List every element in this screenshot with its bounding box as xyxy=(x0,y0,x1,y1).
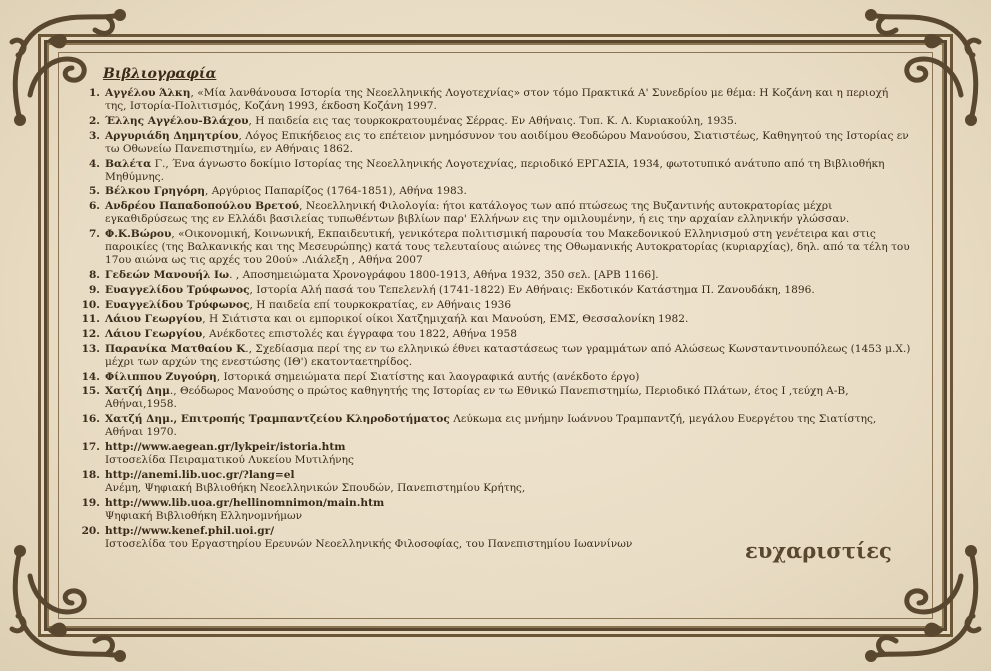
bibliography-item xyxy=(80,269,912,282)
item-reference-text: ., Θεόδωρος Μανούσης ο πρώτος καθηγητής της Ιστορίας εν τω Εθνικώ Πανεπιστημίω, Περιοδικό Πλάτων, έτος Ι ,τεύχη Α-Β, Αθήναι,1958. xyxy=(105,385,849,411)
item-author: Παρανίκα Ματθαίου Κ xyxy=(105,342,246,355)
item-reference-text: Λεύκωμα εις μνήμην Ιωάννου Τραμπαντζή, μεγάλου Ευεργέτου της Σιατίστης, Αθήναι 1970. xyxy=(105,413,877,439)
item-number: 17. xyxy=(81,441,100,454)
item-author: Βαλέτα xyxy=(105,157,152,170)
item-number: 10. xyxy=(81,298,100,311)
item-reference-text: , Λόγος Επικήδειος εις το επέτειον μνημόσυνον του αοιδίμου Θεοδώρου Μανούσου, Σιατιστέως, Καθηγητού της Ιστορίας εν τω Οθωνείω Πανεπιστημίω, εν Αθήναις 1862. xyxy=(105,129,909,155)
item-number: 11. xyxy=(81,313,100,326)
bibliography-item xyxy=(80,328,912,341)
item-reference-text: . , Αποσημειώματα Χρονογράφου 1800-1913, Αθήνα 1932, 350 σελ. [ΑΡΒ 1166]. xyxy=(229,269,659,282)
item-number: 19. xyxy=(81,496,100,509)
item-author: Αγγέλου Άλκη xyxy=(105,87,191,99)
bibliography-item xyxy=(80,413,912,439)
item-author: Ευαγγελίδου Τρύφωνος xyxy=(105,298,250,311)
item-number: 6. xyxy=(88,200,100,213)
item-url-link[interactable]: http://www.lib.uoa.gr/hellinomnimon/main.htm xyxy=(105,496,385,509)
item-author: Φίλιππου Ζυγούρη xyxy=(105,370,217,383)
item-author: Έλλης Αγγέλου-Βλάχου xyxy=(105,114,249,127)
item-number: 8. xyxy=(88,269,100,282)
item-number: 1. xyxy=(88,87,100,99)
item-reference-text: , Ιστορικά σημειώματα περί Σιατίστης και λαογραφικά αυτής (ανέκδοτο έργο) xyxy=(216,370,640,383)
item-number: 2. xyxy=(88,114,100,127)
item-author: Φ.Κ.Βώρου xyxy=(105,228,172,241)
item-reference-text: , Νεοελληνική Φιλολογία: ήτοι κατάλογος των από πτώσεως της Βυζαντινής αυτοκρατορίας μέχρι εγκαθιδρύσεως της εν Ελλάδι βασιλείας τυπωθέντων βιβλίων παρ' Ελλήνων εις την ομιλουμένην, ή εις την αρχαίαν ελληνικήν γλώσσαν. xyxy=(105,200,850,226)
item-number: 7. xyxy=(88,228,100,241)
bibliography-list xyxy=(80,87,912,553)
item-number: 16. xyxy=(81,413,100,426)
item-reference-text: , Ιστορία Αλή πασά του Τεπελενλή (1741-1822) Εν Αθήναις: Εκδοτικόν Κατάστημα Π. Ζανουδάκη, 1896. xyxy=(249,283,815,296)
item-url-description: Ανέμη, Ψηφιακή Βιβλιοθήκη Νεοελληνικών Σπουδών, Πανεπιστημίου Κρήτης, xyxy=(105,482,526,495)
item-number: 12. xyxy=(81,327,100,340)
item-number: 13. xyxy=(81,342,100,355)
item-author: Βέλκου Γρηγόρη xyxy=(105,185,205,198)
bibliography-item xyxy=(80,228,912,268)
item-number: 20. xyxy=(81,524,100,537)
bibliography-item xyxy=(80,158,912,184)
bibliography-item xyxy=(80,469,912,495)
item-url-description: Ιστοσελίδα του Εργαστηρίου Ερευνών Νεοελληνικής Φιλοσοφίας, του Πανεπιστημίου Ιωαννίνων xyxy=(105,538,633,550)
item-author: Γεδεών Μανουήλ Ιω xyxy=(105,269,230,282)
bibliography-heading: Βιβλιογραφία xyxy=(103,66,217,82)
item-reference-text: , «Οικονομική, Κοινωνική, Εκπαιδευτική, γενικότερα πολιτισμική παρουσία του Μακεδονικού Ελληνισμού στη γενέτειρα και στις παροικίες (της Βαλκανικής και της Μεσευρώπης) κατά τους τελευταίους αιώνες της Οθωμανικής Αυτοκρατορίας (κυριαρχίας), δηλ. από τα τέλη του 17ου αιώνα ως τις αρχές του 20ού» .Λιάλεξη , Αθήνα 2007 xyxy=(105,228,910,267)
bibliography-item xyxy=(80,284,912,297)
item-author: Αργυριάδη Δημητρίου xyxy=(105,129,239,142)
item-number: 9. xyxy=(88,283,100,296)
bibliography-item xyxy=(80,497,912,523)
item-number: 14. xyxy=(81,370,100,383)
item-number: 3. xyxy=(88,129,100,142)
item-number: 15. xyxy=(81,385,100,398)
bibliography-item xyxy=(80,299,912,312)
item-number: 4. xyxy=(88,157,100,170)
item-number: 18. xyxy=(81,468,100,481)
bibliography-content xyxy=(80,66,912,618)
item-url-description: Ιστοσελίδα Πειραματικού Λυκείου Μυτιλήνης xyxy=(105,454,354,467)
item-reference-text: , Η παιδεία εις τας τουρκοκρατουμένας Σέρρας. Εν Αθήναις. Τυπ. Κ. Λ. Κυριακούλη, 1935. xyxy=(248,114,738,127)
bibliography-item xyxy=(80,130,912,156)
item-reference-text: ., Σχεδίασμα περί της εν τω ελληνικώ έθνει καταστάσεως των γραμμάτων από Αλώσεως Κωνσταντινουπόλεως (1453 μ.Χ.) μέχρι των αρχών της ενεστώσης (ΙΘ') εκατονταετηρίδος. xyxy=(105,342,911,368)
bibliography-item xyxy=(80,87,912,113)
bibliography-item xyxy=(80,343,912,369)
item-url-description: Ψηφιακή Βιβλιοθήκη Ελληνομνήμων xyxy=(105,510,303,523)
bibliography-item xyxy=(80,385,912,411)
item-reference-text: Γ., Ένα άγνωστο δοκίμιο Ιστορίας της Νεοελληνικής Λογοτεχνίας, περιοδικό ΕΡΓΑΣΙΑ, 1934, φωτοτυπικό ανάτυπο από τη Βιβλιοθήκη Μηθύμνης. xyxy=(105,157,885,183)
item-reference-text: , Αργύριος Παπαρίζος (1764-1851), Αθήνα 1983. xyxy=(204,185,467,198)
bibliography-item xyxy=(80,200,912,226)
item-reference-text: , Η Σιάτιστα και οι εμπορικοί οίκοι Χατζημιχαήλ και Μανούση, ΕΜΣ, Θεσσαλονίκη 1982. xyxy=(202,313,689,326)
bibliography-item xyxy=(80,185,912,198)
item-author: Χατζή Δημ., Επιτροπής Τραμπαντζείου Κληροδοτήματος xyxy=(105,413,450,426)
thanks-text: ευχαριστίες xyxy=(745,538,892,563)
item-url-link[interactable]: http://anemi.lib.uoc.gr/?lang=el xyxy=(105,468,295,481)
bibliography-item xyxy=(80,115,912,128)
bibliography-item xyxy=(80,371,912,384)
item-reference-text: , Η παιδεία επί τουρκοκρατίας, εν Αθήναις 1936 xyxy=(249,298,512,311)
item-url-link[interactable]: http://www.aegean.gr/lykpeir/istoria.htm xyxy=(105,441,346,454)
item-author: Ευαγγελίδου Τρύφωνος xyxy=(105,283,250,296)
item-number: 5. xyxy=(88,185,100,198)
item-author: Χατζή Δημ xyxy=(105,385,170,398)
item-author: Λάιου Γεωργίου xyxy=(105,313,203,326)
item-author: Λάιου Γεωργίου xyxy=(105,327,203,340)
bibliography-item xyxy=(80,313,912,326)
item-author: Ανδρέου Παπαδοπούλου Βρετού xyxy=(105,200,300,213)
bibliography-item xyxy=(80,441,912,467)
item-url-link[interactable]: http://www.kenef.phil.uoi.gr/ xyxy=(105,524,275,537)
item-reference-text: , «Μία λανθάνουσα Ιστορία της Νεοελληνικής Λογοτεχνίας» στον τόμο Πρακτικά Α' Συνεδρίου με θέμα: Η Κοζάνη και η περιοχή της, Ιστορία-Πολιτισμός, Κοζάνη 1993, έκδοση Κοζάνη 1997. xyxy=(105,87,889,113)
item-reference-text: , Ανέκδοτες επιστολές και έγγραφα του 1822, Αθήνα 1958 xyxy=(202,327,517,340)
